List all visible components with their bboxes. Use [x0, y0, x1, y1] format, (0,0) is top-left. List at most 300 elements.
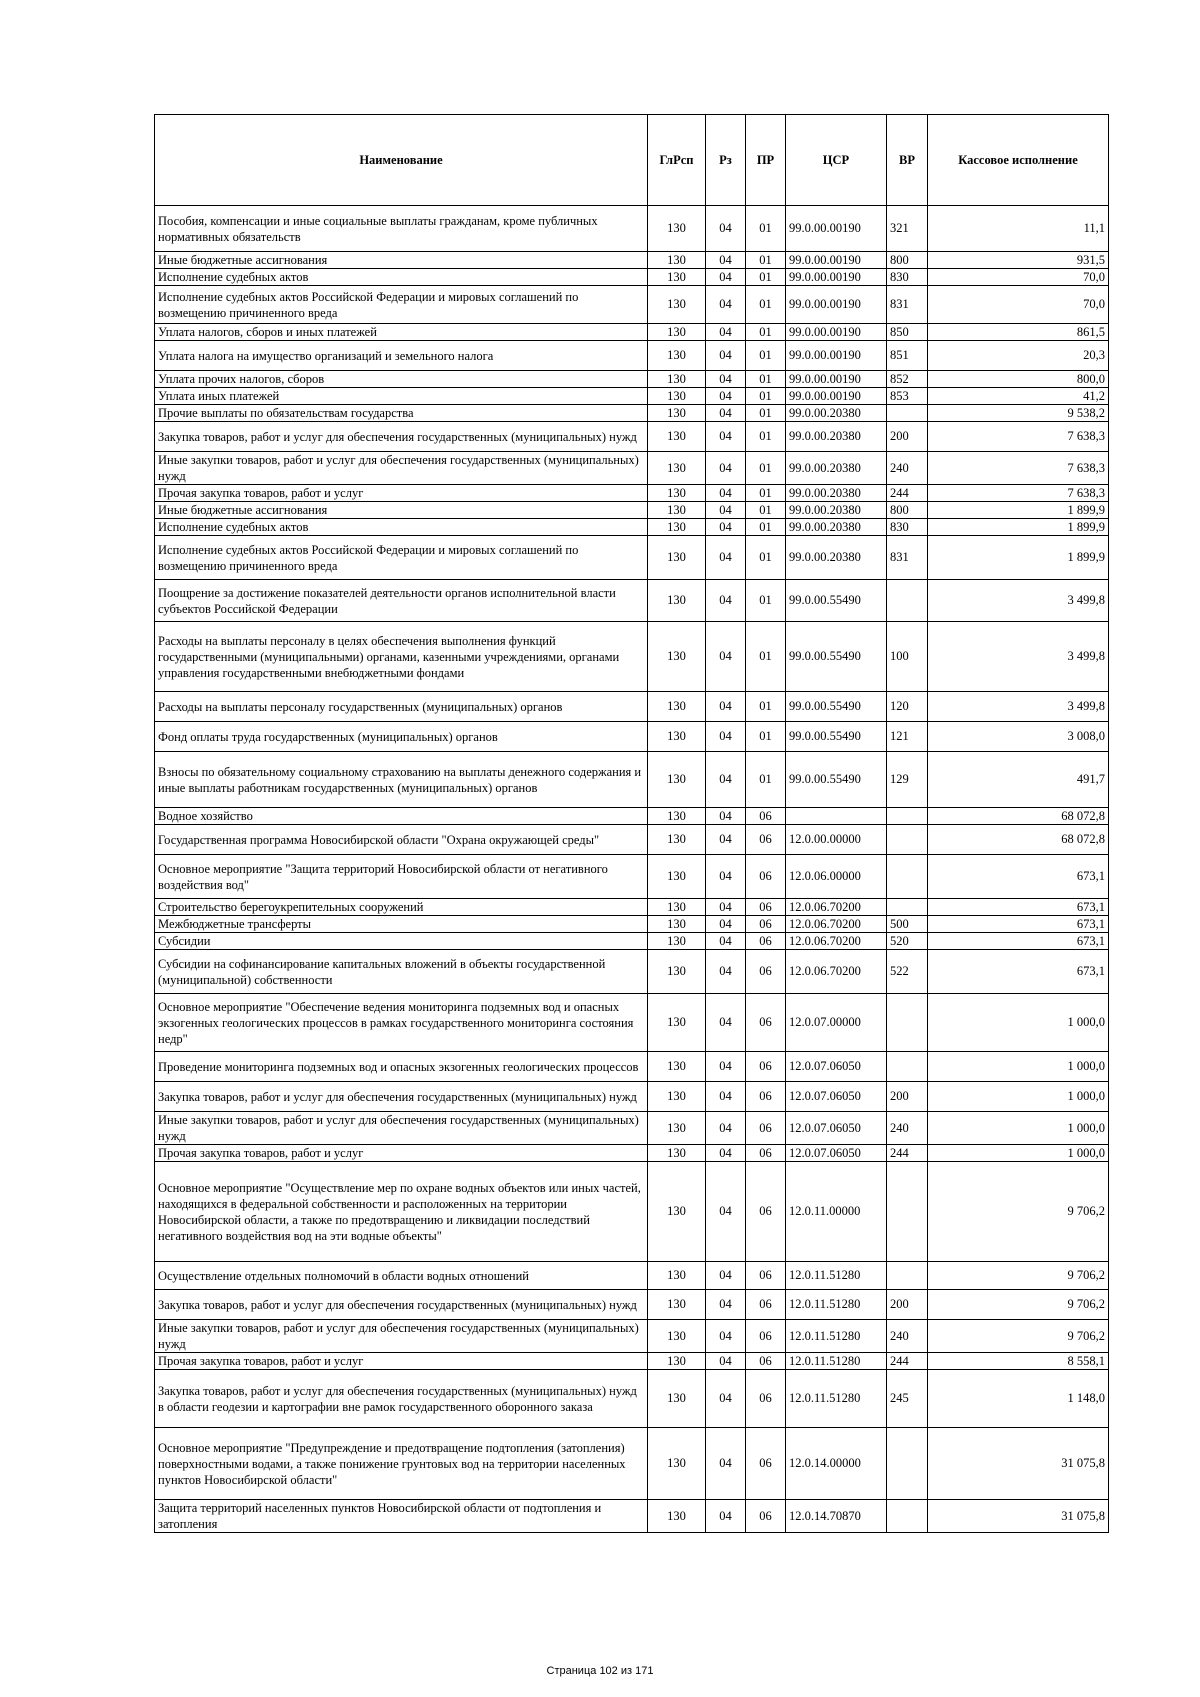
table-row — [155, 269, 1109, 286]
cell-amount: 1 899,9 — [928, 519, 1109, 536]
cell-vr — [887, 580, 928, 622]
cell-csr: 99.0.00.55490 — [786, 752, 887, 808]
cell-amount: 20,3 — [928, 341, 1109, 371]
table-row — [155, 502, 1109, 519]
table-body — [155, 206, 1109, 1533]
cell-glrsp: 130 — [648, 286, 706, 324]
cell-glrsp: 130 — [648, 752, 706, 808]
cell-glrsp: 130 — [648, 1320, 706, 1353]
cell-glrsp: 130 — [648, 485, 706, 502]
cell-pr: 06 — [746, 950, 786, 994]
cell-rz: 04 — [706, 371, 746, 388]
cell-amount: 9 706,2 — [928, 1320, 1109, 1353]
cell-rz: 04 — [706, 519, 746, 536]
cell-glrsp: 130 — [648, 722, 706, 752]
cell-name: Иные бюджетные ассигнования — [155, 502, 648, 519]
page-footer — [0, 1665, 1200, 1677]
cell-name: Субсидии на софинансирование капитальных вложений в объекты государственной (муниципальной) собственности — [155, 950, 648, 994]
cell-rz: 04 — [706, 580, 746, 622]
cell-csr: 12.0.14.00000 — [786, 1428, 887, 1500]
cell-glrsp: 130 — [648, 536, 706, 580]
table-row — [155, 388, 1109, 405]
cell-vr: 850 — [887, 324, 928, 341]
cell-csr: 12.0.06.70200 — [786, 950, 887, 994]
cell-vr: 121 — [887, 722, 928, 752]
cell-vr: 800 — [887, 502, 928, 519]
cell-csr: 12.0.07.06050 — [786, 1082, 887, 1112]
cell-pr: 01 — [746, 485, 786, 502]
cell-name: Фонд оплаты труда государственных (муниципальных) органов — [155, 722, 648, 752]
cell-name: Межбюджетные трансферты — [155, 916, 648, 933]
table-row — [155, 405, 1109, 422]
cell-vr — [887, 994, 928, 1052]
cell-name: Государственная программа Новосибирской области "Охрана окружающей среды" — [155, 825, 648, 855]
cell-vr: 831 — [887, 286, 928, 324]
cell-pr: 01 — [746, 341, 786, 371]
cell-csr: 12.0.07.06050 — [786, 1052, 887, 1082]
cell-pr: 06 — [746, 1353, 786, 1370]
cell-vr: 244 — [887, 485, 928, 502]
cell-vr: 800 — [887, 252, 928, 269]
cell-vr: 851 — [887, 341, 928, 371]
cell-pr: 01 — [746, 502, 786, 519]
cell-rz: 04 — [706, 341, 746, 371]
cell-csr: 12.0.06.70200 — [786, 899, 887, 916]
table-row — [155, 1112, 1109, 1145]
cell-csr: 99.0.00.20380 — [786, 422, 887, 452]
cell-rz: 04 — [706, 1353, 746, 1370]
cell-glrsp: 130 — [648, 1290, 706, 1320]
cell-vr: 830 — [887, 519, 928, 536]
cell-name: Исполнение судебных актов Российской Федерации и мировых соглашений по возмещению причиненного вреда — [155, 286, 648, 324]
cell-name: Прочие выплаты по обязательствам государства — [155, 405, 648, 422]
cell-vr — [887, 808, 928, 825]
cell-name: Защита территорий населенных пунктов Новосибирской области от подтопления и затопления — [155, 1500, 648, 1533]
cell-csr: 12.0.11.51280 — [786, 1290, 887, 1320]
cell-amount: 1 000,0 — [928, 1052, 1109, 1082]
table-row — [155, 1353, 1109, 1370]
cell-pr: 06 — [746, 808, 786, 825]
cell-amount: 673,1 — [928, 855, 1109, 899]
cell-rz: 04 — [706, 422, 746, 452]
cell-glrsp: 130 — [648, 519, 706, 536]
table-row — [155, 536, 1109, 580]
cell-amount: 800,0 — [928, 371, 1109, 388]
cell-vr: 321 — [887, 206, 928, 252]
cell-rz: 04 — [706, 899, 746, 916]
cell-pr: 06 — [746, 899, 786, 916]
cell-pr: 01 — [746, 722, 786, 752]
cell-pr: 06 — [746, 933, 786, 950]
cell-pr: 06 — [746, 1082, 786, 1112]
cell-vr — [887, 1428, 928, 1500]
cell-csr: 99.0.00.00190 — [786, 324, 887, 341]
cell-rz: 04 — [706, 1320, 746, 1353]
cell-rz: 04 — [706, 1290, 746, 1320]
cell-glrsp: 130 — [648, 388, 706, 405]
cell-csr: 99.0.00.20380 — [786, 452, 887, 485]
cell-rz: 04 — [706, 252, 746, 269]
cell-glrsp: 130 — [648, 1370, 706, 1428]
cell-glrsp: 130 — [648, 808, 706, 825]
table-row — [155, 1162, 1109, 1262]
cell-glrsp: 130 — [648, 1082, 706, 1112]
cell-rz: 04 — [706, 855, 746, 899]
cell-csr: 99.0.00.00190 — [786, 341, 887, 371]
cell-pr: 01 — [746, 622, 786, 692]
cell-pr: 01 — [746, 536, 786, 580]
cell-csr: 99.0.00.55490 — [786, 622, 887, 692]
cell-rz: 04 — [706, 405, 746, 422]
cell-vr — [887, 825, 928, 855]
budget-table — [154, 114, 1109, 1533]
cell-csr: 12.0.11.51280 — [786, 1320, 887, 1353]
cell-name: Уплата налогов, сборов и иных платежей — [155, 324, 648, 341]
table-row — [155, 692, 1109, 722]
cell-glrsp: 130 — [648, 950, 706, 994]
cell-amount: 7 638,3 — [928, 422, 1109, 452]
cell-vr: 520 — [887, 933, 928, 950]
table-row — [155, 485, 1109, 502]
cell-pr: 06 — [746, 1500, 786, 1533]
cell-amount: 11,1 — [928, 206, 1109, 252]
cell-vr — [887, 855, 928, 899]
cell-rz: 04 — [706, 536, 746, 580]
cell-vr: 200 — [887, 422, 928, 452]
cell-csr: 99.0.00.20380 — [786, 502, 887, 519]
cell-name: Основное мероприятие "Обеспечение ведения мониторинга подземных вод и опасных экзогенных геологических процессов в рамках государственного мониторинга состояния недр" — [155, 994, 648, 1052]
table-row — [155, 371, 1109, 388]
table-header-row — [155, 115, 1109, 206]
cell-vr: 522 — [887, 950, 928, 994]
cell-amount: 68 072,8 — [928, 825, 1109, 855]
cell-amount: 1 000,0 — [928, 1112, 1109, 1145]
header-amount: Кассовое исполнение — [928, 115, 1109, 206]
cell-vr — [887, 1262, 928, 1290]
cell-vr: 245 — [887, 1370, 928, 1428]
cell-pr: 01 — [746, 452, 786, 485]
cell-pr: 06 — [746, 1320, 786, 1353]
cell-name: Основное мероприятие "Защита территорий Новосибирской области от негативного воздействия вод" — [155, 855, 648, 899]
cell-pr: 06 — [746, 1428, 786, 1500]
cell-glrsp: 130 — [648, 622, 706, 692]
cell-csr: 12.0.07.00000 — [786, 994, 887, 1052]
table-row — [155, 1082, 1109, 1112]
cell-csr: 99.0.00.00190 — [786, 252, 887, 269]
cell-glrsp: 130 — [648, 405, 706, 422]
cell-vr: 240 — [887, 1112, 928, 1145]
cell-name: Основное мероприятие "Предупреждение и предотвращение подтопления (затопления) поверхностными водами, а также понижение грунтовых вод на территории населенных пунктов Новосибирской области" — [155, 1428, 648, 1500]
cell-pr: 01 — [746, 580, 786, 622]
cell-pr: 01 — [746, 206, 786, 252]
cell-pr: 01 — [746, 519, 786, 536]
cell-rz: 04 — [706, 916, 746, 933]
cell-glrsp: 130 — [648, 1162, 706, 1262]
cell-rz: 04 — [706, 1500, 746, 1533]
cell-pr: 01 — [746, 752, 786, 808]
cell-csr: 99.0.00.20380 — [786, 536, 887, 580]
table-row — [155, 1428, 1109, 1500]
cell-rz: 04 — [706, 994, 746, 1052]
table-row — [155, 916, 1109, 933]
cell-amount: 3 008,0 — [928, 722, 1109, 752]
cell-name: Иные закупки товаров, работ и услуг для обеспечения государственных (муниципальных) нужд — [155, 1320, 648, 1353]
cell-pr: 01 — [746, 388, 786, 405]
cell-name: Уплата прочих налогов, сборов — [155, 371, 648, 388]
header-vr: ВР — [887, 115, 928, 206]
cell-rz: 04 — [706, 1262, 746, 1290]
cell-name: Расходы на выплаты персоналу государственных (муниципальных) органов — [155, 692, 648, 722]
cell-vr: 830 — [887, 269, 928, 286]
cell-glrsp: 130 — [648, 1500, 706, 1533]
cell-pr: 06 — [746, 994, 786, 1052]
cell-glrsp: 130 — [648, 899, 706, 916]
cell-pr: 01 — [746, 692, 786, 722]
cell-csr: 12.0.14.70870 — [786, 1500, 887, 1533]
cell-name: Взносы по обязательному социальному страхованию на выплаты денежного содержания и иные выплаты работникам государственных (муниципальных) органов — [155, 752, 648, 808]
cell-amount: 9 706,2 — [928, 1162, 1109, 1262]
cell-name: Субсидии — [155, 933, 648, 950]
table-row — [155, 1262, 1109, 1290]
table-row — [155, 622, 1109, 692]
cell-rz: 04 — [706, 950, 746, 994]
cell-glrsp: 130 — [648, 916, 706, 933]
cell-name: Исполнение судебных актов — [155, 519, 648, 536]
cell-amount: 41,2 — [928, 388, 1109, 405]
cell-amount: 673,1 — [928, 933, 1109, 950]
cell-csr: 12.0.11.51280 — [786, 1370, 887, 1428]
cell-rz: 04 — [706, 324, 746, 341]
cell-amount: 8 558,1 — [928, 1353, 1109, 1370]
cell-rz: 04 — [706, 1162, 746, 1262]
cell-csr: 12.0.06.00000 — [786, 855, 887, 899]
cell-amount: 70,0 — [928, 286, 1109, 324]
cell-amount: 1 000,0 — [928, 994, 1109, 1052]
cell-name: Основное мероприятие "Осуществление мер по охране водных объектов или иных частей, находящихся в федеральной собственности и расположенных на территории Новосибирской области, а также по предотвращению и ликвидации последствий негативного воздействия вод на эти водные объекты" — [155, 1162, 648, 1262]
cell-name: Исполнение судебных актов — [155, 269, 648, 286]
cell-rz: 04 — [706, 825, 746, 855]
cell-pr: 06 — [746, 1145, 786, 1162]
cell-csr: 99.0.00.00190 — [786, 269, 887, 286]
cell-name: Расходы на выплаты персоналу в целях обеспечения выполнения функций государственными (муниципальными) органами, казенными учреждениями, органами управления государственными внебюджетными фондами — [155, 622, 648, 692]
table-row — [155, 722, 1109, 752]
cell-vr: 831 — [887, 536, 928, 580]
cell-csr: 12.0.11.51280 — [786, 1353, 887, 1370]
page-total: 171 — [635, 1665, 654, 1677]
cell-csr: 99.0.00.00190 — [786, 286, 887, 324]
header-pr: ПР — [746, 115, 786, 206]
cell-name: Закупка товаров, работ и услуг для обеспечения государственных (муниципальных) нужд — [155, 422, 648, 452]
table-row — [155, 933, 1109, 950]
cell-amount: 7 638,3 — [928, 452, 1109, 485]
cell-csr: 99.0.00.00190 — [786, 206, 887, 252]
cell-vr: 120 — [887, 692, 928, 722]
cell-glrsp: 130 — [648, 422, 706, 452]
cell-name: Закупка товаров, работ и услуг для обеспечения государственных (муниципальных) нужд — [155, 1082, 648, 1112]
cell-vr: 240 — [887, 1320, 928, 1353]
cell-rz: 04 — [706, 485, 746, 502]
header-name: Наименование — [155, 115, 648, 206]
cell-amount: 3 499,8 — [928, 580, 1109, 622]
cell-csr: 12.0.07.06050 — [786, 1112, 887, 1145]
cell-amount: 1 000,0 — [928, 1082, 1109, 1112]
cell-name: Пособия, компенсации и иные социальные выплаты гражданам, кроме публичных нормативных обязательств — [155, 206, 648, 252]
cell-amount: 68 072,8 — [928, 808, 1109, 825]
cell-amount: 673,1 — [928, 950, 1109, 994]
cell-vr: 244 — [887, 1353, 928, 1370]
cell-name: Закупка товаров, работ и услуг для обеспечения государственных (муниципальных) нужд — [155, 1290, 648, 1320]
cell-amount: 1 899,9 — [928, 502, 1109, 519]
cell-vr — [887, 1162, 928, 1262]
cell-name: Уплата налога на имущество организаций и земельного налога — [155, 341, 648, 371]
cell-pr: 06 — [746, 916, 786, 933]
table-row — [155, 1290, 1109, 1320]
cell-vr: 852 — [887, 371, 928, 388]
cell-vr: 500 — [887, 916, 928, 933]
cell-glrsp: 130 — [648, 994, 706, 1052]
cell-csr: 12.0.06.70200 — [786, 916, 887, 933]
table-row — [155, 252, 1109, 269]
cell-glrsp: 130 — [648, 371, 706, 388]
cell-name: Проведение мониторинга подземных вод и опасных экзогенных геологических процессов — [155, 1052, 648, 1082]
header-glrsp: ГлРсп — [648, 115, 706, 206]
cell-amount: 931,5 — [928, 252, 1109, 269]
cell-glrsp: 130 — [648, 324, 706, 341]
cell-pr: 01 — [746, 252, 786, 269]
cell-csr: 99.0.00.20380 — [786, 519, 887, 536]
cell-glrsp: 130 — [648, 1262, 706, 1290]
cell-rz: 04 — [706, 1112, 746, 1145]
cell-csr: 12.0.00.00000 — [786, 825, 887, 855]
cell-name: Иные бюджетные ассигнования — [155, 252, 648, 269]
cell-name: Исполнение судебных актов Российской Федерации и мировых соглашений по возмещению причиненного вреда — [155, 536, 648, 580]
table-row — [155, 341, 1109, 371]
cell-name: Осуществление отдельных полномочий в области водных отношений — [155, 1262, 648, 1290]
cell-glrsp: 130 — [648, 692, 706, 722]
cell-glrsp: 130 — [648, 1428, 706, 1500]
cell-vr — [887, 1052, 928, 1082]
table-row — [155, 1320, 1109, 1353]
cell-rz: 04 — [706, 206, 746, 252]
cell-vr: 129 — [887, 752, 928, 808]
cell-rz: 04 — [706, 1370, 746, 1428]
cell-glrsp: 130 — [648, 269, 706, 286]
cell-csr: 12.0.11.51280 — [786, 1262, 887, 1290]
cell-vr — [887, 405, 928, 422]
table-row — [155, 1500, 1109, 1533]
cell-rz: 04 — [706, 1082, 746, 1112]
cell-amount: 7 638,3 — [928, 485, 1109, 502]
cell-name: Водное хозяйство — [155, 808, 648, 825]
cell-amount: 9 706,2 — [928, 1290, 1109, 1320]
table-row — [155, 950, 1109, 994]
cell-csr: 12.0.06.70200 — [786, 933, 887, 950]
cell-glrsp: 130 — [648, 1112, 706, 1145]
table-row — [155, 808, 1109, 825]
cell-csr: 99.0.00.00190 — [786, 388, 887, 405]
table-row — [155, 994, 1109, 1052]
cell-csr: 99.0.00.55490 — [786, 580, 887, 622]
cell-name: Уплата иных платежей — [155, 388, 648, 405]
cell-pr: 01 — [746, 286, 786, 324]
table-row — [155, 206, 1109, 252]
header-csr: ЦСР — [786, 115, 887, 206]
cell-pr: 06 — [746, 825, 786, 855]
cell-rz: 04 — [706, 933, 746, 950]
cell-vr: 100 — [887, 622, 928, 692]
cell-name: Прочая закупка товаров, работ и услуг — [155, 485, 648, 502]
cell-rz: 04 — [706, 269, 746, 286]
cell-vr: 240 — [887, 452, 928, 485]
cell-rz: 04 — [706, 692, 746, 722]
cell-name: Иные закупки товаров, работ и услуг для обеспечения государственных (муниципальных) нужд — [155, 452, 648, 485]
cell-amount: 861,5 — [928, 324, 1109, 341]
cell-glrsp: 130 — [648, 452, 706, 485]
table-row — [155, 1052, 1109, 1082]
cell-csr: 12.0.07.06050 — [786, 1145, 887, 1162]
cell-name: Прочая закупка товаров, работ и услуг — [155, 1145, 648, 1162]
cell-pr: 06 — [746, 1262, 786, 1290]
cell-amount: 9 706,2 — [928, 1262, 1109, 1290]
cell-amount: 1 899,9 — [928, 536, 1109, 580]
table-row — [155, 855, 1109, 899]
cell-name: Строительство берегоукрепительных сооружений — [155, 899, 648, 916]
table-row — [155, 752, 1109, 808]
cell-vr: 244 — [887, 1145, 928, 1162]
cell-amount: 673,1 — [928, 916, 1109, 933]
cell-rz: 04 — [706, 1052, 746, 1082]
table-row — [155, 580, 1109, 622]
cell-pr: 06 — [746, 1290, 786, 1320]
cell-amount: 3 499,8 — [928, 692, 1109, 722]
cell-vr — [887, 899, 928, 916]
cell-name: Поощрение за достижение показателей деятельности органов исполнительной власти субъектов Российской Федерации — [155, 580, 648, 622]
cell-vr: 200 — [887, 1290, 928, 1320]
cell-amount: 31 075,8 — [928, 1500, 1109, 1533]
cell-vr — [887, 1500, 928, 1533]
cell-csr — [786, 808, 887, 825]
cell-glrsp: 130 — [648, 1353, 706, 1370]
cell-glrsp: 130 — [648, 1145, 706, 1162]
table-row — [155, 452, 1109, 485]
cell-csr: 99.0.00.20380 — [786, 485, 887, 502]
cell-amount: 1 148,0 — [928, 1370, 1109, 1428]
table-row — [155, 899, 1109, 916]
cell-amount: 491,7 — [928, 752, 1109, 808]
cell-pr: 06 — [746, 1162, 786, 1262]
cell-rz: 04 — [706, 388, 746, 405]
cell-pr: 01 — [746, 422, 786, 452]
cell-pr: 06 — [746, 1052, 786, 1082]
cell-pr: 01 — [746, 324, 786, 341]
cell-pr: 01 — [746, 269, 786, 286]
cell-rz: 04 — [706, 1428, 746, 1500]
cell-rz: 04 — [706, 452, 746, 485]
cell-rz: 04 — [706, 502, 746, 519]
cell-csr: 12.0.11.00000 — [786, 1162, 887, 1262]
cell-glrsp: 130 — [648, 580, 706, 622]
cell-amount: 3 499,8 — [928, 622, 1109, 692]
cell-glrsp: 130 — [648, 825, 706, 855]
table-row — [155, 422, 1109, 452]
cell-amount: 1 000,0 — [928, 1145, 1109, 1162]
cell-rz: 04 — [706, 752, 746, 808]
page-label: Страница — [546, 1665, 597, 1677]
cell-csr: 99.0.00.20380 — [786, 405, 887, 422]
cell-rz: 04 — [706, 286, 746, 324]
cell-rz: 04 — [706, 622, 746, 692]
table-row — [155, 825, 1109, 855]
